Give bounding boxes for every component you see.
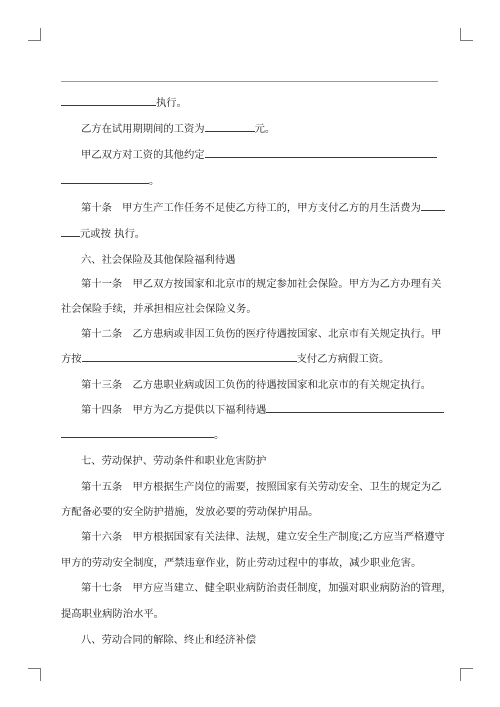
- text-segment: 第十六条 甲方根据国家有关法律、法规，建立安全生产制度;乙方应当严格遵守: [81, 531, 445, 543]
- crop-mark-top-right: [460, 28, 473, 41]
- crop-mark-bottom-right: [460, 668, 473, 681]
- text-segment: 第十五条 甲方根据生产岗位的需要，按照国家有关劳动安全、卫生的规定为乙: [81, 481, 442, 493]
- text-segment: 。: [149, 175, 160, 187]
- text-line-l11: [61, 352, 438, 366]
- text-segment: 第十七条 甲方应当建立、健全职业病防治责任制度，加强对职业病防治的管理，: [81, 582, 452, 594]
- text-segment: 元。: [254, 123, 276, 135]
- fill-in-blank: [61, 96, 156, 106]
- text-segment: 七、劳动保护、劳动条件和职业危害防护: [81, 455, 267, 467]
- text-segment: 第十一条 甲乙双方按国家和北京市的规定参加社会保险。甲方为乙方办理有关: [81, 278, 442, 290]
- text-segment: 执行。: [156, 97, 187, 109]
- fill-in-blank: [61, 227, 80, 237]
- text-segment: 第十三条 乙方患职业病或因工负伤的待遇按国家和北京市的有关规定执行。: [81, 379, 432, 391]
- text-line-l7: [61, 253, 458, 267]
- fill-in-blank: [61, 174, 149, 184]
- text-line-l17: [61, 505, 438, 519]
- text-segment: 第十条 甲方生产工作任务不足使乙方待工的，甲方支付乙方的月生活费为: [81, 202, 421, 214]
- text-line-l5: [61, 201, 458, 215]
- text-segment: 支付乙方病假工资。: [296, 353, 390, 365]
- text-line-l1: [61, 96, 438, 110]
- text-line-l21: [61, 607, 438, 621]
- text-segment: 元或按 执行。: [80, 228, 146, 240]
- fill-in-blank: [205, 148, 437, 158]
- header-rule: [61, 81, 438, 82]
- text-segment: 社会保险手续，并承担相应社会保险义务。: [61, 303, 257, 315]
- text-segment: 方按: [61, 353, 82, 365]
- text-line-l20: [61, 581, 458, 595]
- text-line-l8: [61, 277, 458, 291]
- text-line-l13: [61, 403, 458, 417]
- crop-mark-bottom-left: [28, 668, 41, 681]
- fill-in-blank: [421, 201, 445, 211]
- text-segment: 方配备必要的安全防护措施，发放必要的劳动保护用品。: [61, 506, 319, 518]
- text-segment: 八、劳动合同的解除、终止和经济补偿: [81, 634, 257, 646]
- text-segment: 。: [214, 429, 225, 441]
- text-line-l18: [61, 530, 458, 544]
- crop-mark-top-left: [28, 28, 41, 41]
- text-segment: 第十四条 甲方为乙方提供以下福利待遇: [81, 404, 267, 416]
- text-segment: 提高职业病防治水平。: [61, 608, 164, 620]
- text-segment: 第十二条 乙方患病或非因工负伤的医疗待遇按国家、北京市有关规定执行。甲: [81, 328, 442, 340]
- text-line-l3: [61, 148, 458, 162]
- text-line-l6: [61, 227, 438, 241]
- text-line-l2: [61, 122, 458, 136]
- text-line-l9: [61, 302, 438, 316]
- text-segment: 乙方在试用期期间的工资为: [81, 123, 205, 135]
- fill-in-blank: [61, 428, 214, 438]
- text-line-l14: [61, 428, 438, 442]
- text-line-l10: [61, 327, 458, 341]
- text-segment: 六、社会保险及其他保险福利待遇: [81, 254, 236, 266]
- fill-in-blank: [205, 122, 255, 132]
- text-segment: 甲方的劳动安全制度，严禁违章作业，防止劳动过程中的事故，减少职业危害。: [61, 557, 422, 569]
- text-line-l15: [61, 454, 458, 468]
- text-line-l19: [61, 556, 438, 570]
- fill-in-blank: [82, 352, 297, 362]
- text-line-l4: [61, 174, 438, 188]
- text-line-l22: [61, 633, 458, 647]
- text-line-l16: [61, 480, 458, 494]
- fill-in-blank: [266, 403, 444, 413]
- text-line-l12: [61, 378, 458, 392]
- text-segment: 甲乙双方对工资的其他约定: [81, 149, 205, 161]
